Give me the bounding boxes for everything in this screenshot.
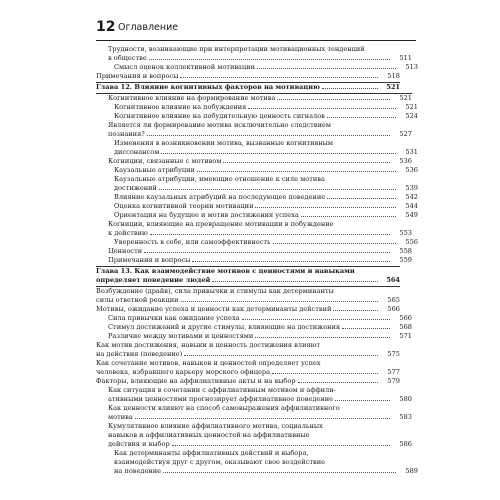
dot-leader bbox=[192, 261, 390, 262]
toc-page-number: 564 bbox=[386, 276, 400, 284]
running-title: Оглавление bbox=[118, 22, 179, 33]
toc-entry bbox=[96, 449, 418, 476]
page-header bbox=[96, 19, 416, 38]
toc-entry-text: Как ситуация в сочетании с аффилиативным мотивом и аффили- bbox=[108, 386, 336, 394]
toc-entry-text: Глава 13. Как взаимодействие мотивов с ценностями и навыками bbox=[96, 267, 355, 275]
dot-leader bbox=[159, 189, 396, 190]
toc-page-number: 575 bbox=[387, 350, 400, 358]
toc-entry-text: Когниции, связанные с мотивом bbox=[108, 157, 222, 165]
toc-page-number: 566 bbox=[387, 305, 400, 313]
toc-entry bbox=[96, 305, 400, 314]
toc-entry-text: диссонансом bbox=[114, 148, 160, 156]
section-divider bbox=[96, 266, 400, 267]
toc-page-number: 524 bbox=[405, 112, 418, 120]
dot-leader bbox=[272, 373, 378, 374]
toc-page-number: 539 bbox=[405, 184, 418, 192]
dot-leader bbox=[342, 328, 390, 329]
toc-entry-text: Когнитивное влияние на побудительную ценность сигналов bbox=[114, 112, 325, 120]
toc-entry-text: Как ценности влияют на способ самовыражения аффилиативного bbox=[108, 404, 340, 412]
toc-page-number: 521 bbox=[399, 94, 412, 102]
toc-page-number: 565 bbox=[387, 296, 400, 304]
toc-page-number: 559 bbox=[399, 256, 412, 264]
dot-leader bbox=[172, 445, 390, 446]
toc-entry-text: в обществе bbox=[108, 54, 147, 62]
dot-leader bbox=[333, 310, 378, 311]
toc-entry-text: Ориентация на будущее и мотив достижения успеха bbox=[114, 211, 299, 219]
toc-entry-text: Как сочетание мотивов, навыков и ценностей определяет успех bbox=[96, 359, 321, 367]
dot-leader bbox=[277, 99, 390, 100]
toc-entry-text: Когниции, влияющие на превращение мотивации в побуждение bbox=[108, 220, 334, 228]
toc-page-number: 583 bbox=[399, 413, 412, 421]
dot-leader bbox=[149, 59, 390, 60]
section-divider bbox=[96, 93, 412, 94]
toc-entry bbox=[96, 287, 400, 305]
toc-page-number: 518 bbox=[387, 72, 400, 80]
dot-leader bbox=[327, 117, 396, 118]
dot-leader bbox=[335, 400, 390, 401]
toc-entry bbox=[96, 211, 418, 220]
toc-page-number: 513 bbox=[405, 63, 418, 71]
toc-entry bbox=[96, 139, 418, 157]
dot-leader bbox=[144, 252, 390, 253]
toc-page-number: 549 bbox=[405, 211, 418, 219]
header-rule bbox=[96, 40, 416, 41]
toc-entry-text: Уверенность в себе, или самоэффективность bbox=[114, 238, 271, 246]
toc-entry bbox=[96, 422, 412, 449]
dot-leader bbox=[255, 337, 390, 338]
toc-entry-text: Является ли формирование мотива исключительно следствием bbox=[108, 121, 331, 129]
toc-entry-text: Ценности bbox=[108, 247, 143, 255]
toc-entry bbox=[96, 332, 412, 341]
dot-leader bbox=[150, 234, 390, 235]
toc-entry-text: Стимул достижений и другие стимулы, влияющие на достижения bbox=[108, 323, 341, 331]
toc-entry-text: человека, избравшего карьеру морского офицера bbox=[96, 368, 271, 376]
toc-entry-text: взаимодействуя друг с другом, оказывают свое воздействие bbox=[114, 458, 326, 466]
toc-entry-text: силы ответной реакции bbox=[96, 296, 179, 304]
toc-chapter-entry bbox=[96, 267, 400, 285]
toc-entry bbox=[96, 238, 418, 247]
toc-page-number: 553 bbox=[399, 229, 412, 237]
toc-page-number: 580 bbox=[399, 395, 412, 403]
toc-entry-text: Оценка когнитивной теории мотивации bbox=[114, 202, 254, 210]
dot-leader bbox=[327, 198, 396, 199]
toc-entry-text: Факторы, влияющие на аффилиативные акты и на выбор bbox=[96, 377, 296, 385]
toc-page-number: 511 bbox=[399, 54, 412, 62]
toc-entry bbox=[96, 45, 412, 63]
toc-entry-text: Глава 12. Влияние когнитивных факторов на мотивацию bbox=[96, 83, 320, 91]
toc-entry bbox=[96, 202, 418, 211]
dot-leader bbox=[255, 207, 396, 208]
toc-entry bbox=[96, 220, 412, 238]
dot-leader bbox=[242, 319, 390, 320]
toc-page-number: 568 bbox=[399, 323, 412, 331]
dot-leader bbox=[180, 77, 378, 78]
toc-entry-text: Различие между мотивами и ценностями bbox=[108, 332, 254, 340]
toc-page-number: 521 bbox=[386, 83, 400, 91]
toc-chapter-entry bbox=[96, 83, 400, 92]
toc-page-number: 521 bbox=[405, 103, 418, 111]
dot-leader bbox=[248, 108, 396, 109]
toc-entry bbox=[96, 256, 412, 265]
dot-leader bbox=[147, 135, 390, 136]
toc-entry-text: Примечания и вопросы bbox=[108, 256, 191, 264]
toc-entry bbox=[96, 341, 400, 359]
dot-leader bbox=[298, 382, 378, 383]
toc-page-number: 536 bbox=[399, 157, 412, 165]
dot-leader bbox=[197, 171, 396, 172]
toc-page-number: 556 bbox=[405, 238, 418, 246]
toc-entry bbox=[96, 121, 412, 139]
dot-leader bbox=[322, 88, 378, 89]
dot-leader bbox=[163, 472, 396, 473]
toc-entry-text: на поведение bbox=[114, 467, 162, 475]
dot-leader bbox=[184, 355, 378, 356]
toc-page-number: 577 bbox=[387, 368, 400, 376]
toc-entry-text: Как мотив достижения, навыки и ценность достижения влияют bbox=[96, 341, 321, 349]
toc-entry-text: определяет поведение людей bbox=[96, 276, 211, 284]
toc-entry-text: Сила привычки как ожидание успеха bbox=[108, 314, 240, 322]
toc-entry-text: Примечания и вопросы bbox=[96, 72, 179, 80]
toc-entry-text: к действию bbox=[108, 229, 148, 237]
toc-entry-text: Когнитивное влияние на формирование мотива bbox=[108, 94, 276, 102]
toc-page-number: 589 bbox=[405, 467, 418, 475]
toc-entry bbox=[96, 157, 412, 166]
toc-page-number: 579 bbox=[387, 377, 400, 385]
toc-entry bbox=[96, 63, 418, 72]
toc-page-number: 531 bbox=[405, 148, 418, 156]
toc-entry-text: мотива bbox=[108, 413, 133, 421]
toc-entry bbox=[96, 103, 418, 112]
dot-leader bbox=[273, 243, 396, 244]
toc-entry bbox=[96, 72, 400, 81]
toc-entry-text: Каузальные атрибуции bbox=[114, 166, 195, 174]
toc-entry-text: Когнитивное влияние на побуждения bbox=[114, 103, 247, 111]
dot-leader bbox=[161, 153, 396, 154]
table-of-contents bbox=[96, 45, 418, 476]
toc-entry-text: Каузальные атрибуции, имеющие отношение к силе мотива bbox=[114, 175, 325, 183]
toc-page-number: 586 bbox=[399, 440, 412, 448]
section-divider bbox=[96, 286, 400, 287]
toc-entry bbox=[96, 247, 412, 256]
toc-entry bbox=[96, 377, 400, 386]
toc-entry-text: познания? bbox=[108, 130, 145, 138]
toc-entry bbox=[96, 323, 412, 332]
toc-entry-text: ативными ценностями прогнозирует аффилиативное поведение bbox=[108, 395, 334, 403]
toc-entry bbox=[96, 112, 418, 121]
toc-entry-text: достижений bbox=[114, 184, 157, 192]
toc-entry bbox=[96, 386, 412, 404]
toc-page-number: 544 bbox=[405, 202, 418, 210]
toc-entry-text: на действия (поведение) bbox=[96, 350, 183, 358]
toc-entry bbox=[96, 166, 418, 175]
dot-leader bbox=[181, 301, 378, 302]
toc-entry-text: Возбуждение (драйв), сила привычки и стимулы как детерминанты bbox=[96, 287, 334, 295]
toc-entry-text: действия и выбор bbox=[108, 440, 170, 448]
toc-page-number: 536 bbox=[405, 166, 418, 174]
dot-leader bbox=[257, 68, 396, 69]
toc-entry bbox=[96, 175, 418, 193]
section-divider bbox=[96, 82, 400, 83]
toc-entry-text: Изменения в возникновении мотива, вызванные когнитивным bbox=[114, 139, 334, 147]
toc-page-number: 542 bbox=[405, 193, 418, 201]
toc-entry bbox=[96, 404, 412, 422]
toc-entry bbox=[96, 359, 400, 377]
page-number: 12 bbox=[96, 19, 116, 35]
toc-entry bbox=[96, 94, 412, 103]
toc-page-number: 571 bbox=[399, 332, 412, 340]
toc-entry bbox=[96, 193, 418, 202]
dot-leader bbox=[223, 162, 390, 163]
toc-page-number: 566 bbox=[399, 314, 412, 322]
toc-entry-text: навыков и аффилиативных ценностей на аффилиативные bbox=[108, 431, 310, 439]
toc-page-number: 527 bbox=[399, 130, 412, 138]
dot-leader bbox=[301, 216, 396, 217]
toc-page-number: 558 bbox=[399, 247, 412, 255]
toc-entry bbox=[96, 314, 412, 323]
toc-entry-text: Влияние каузальных атрибуций на последующее поведение bbox=[114, 193, 326, 201]
dot-leader bbox=[135, 418, 390, 419]
toc-entry-text: Мотивы, ожидание успеха и ценности как детерминанты действий bbox=[96, 305, 332, 313]
toc-entry-text: Как детерминанты аффилиативных действий и выбора, bbox=[114, 449, 309, 457]
toc-entry-text: Смысл оценок коллективной мотивации bbox=[114, 63, 256, 71]
dot-leader bbox=[212, 281, 378, 282]
toc-entry-text: Кумулятивное влияние аффилиативного мотива, социальных bbox=[108, 422, 323, 430]
toc-entry-text: Трудности, возникающие при интерпретации мотивационных тенденций bbox=[108, 45, 365, 53]
